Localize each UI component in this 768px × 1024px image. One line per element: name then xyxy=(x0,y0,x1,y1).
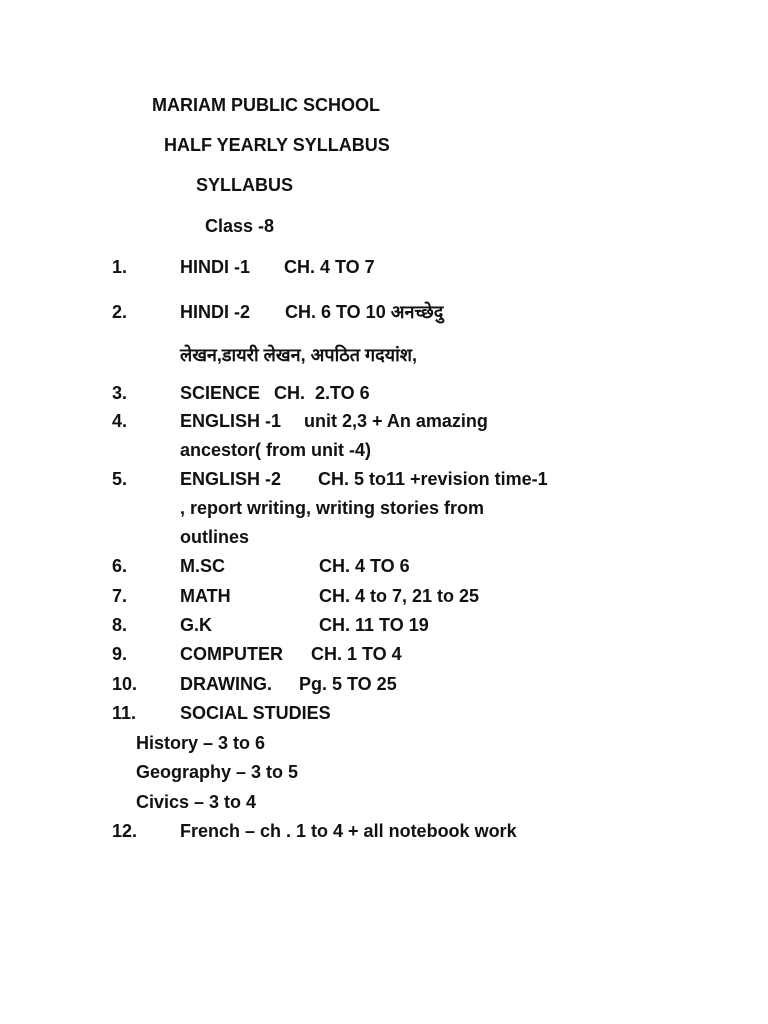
chapter-range: CH. 2.TO 6 xyxy=(274,383,370,403)
chapter-range: CH. 11 TO 19 xyxy=(319,615,429,635)
chapter-range-continued: ancestor( from unit -4) xyxy=(180,440,372,460)
subject-name: HINDI -2 xyxy=(180,302,251,322)
chapter-range: CH. 4 to 7, 21 to 25 xyxy=(319,586,480,606)
class-label: Class -8 xyxy=(205,216,275,236)
history-range: History – 3 to 6 xyxy=(136,733,266,753)
chapter-range-continued: outlines xyxy=(180,527,250,547)
item-number: 10. xyxy=(112,674,138,694)
item-number: 11. xyxy=(112,703,137,723)
item-number: 2. xyxy=(112,302,128,322)
civics-range: Civics – 3 to 4 xyxy=(136,792,257,812)
chapter-range: CH. 4 TO 6 xyxy=(319,556,410,576)
chapter-range: CH. 5 to11 +revision time-1 xyxy=(318,469,548,489)
subject-name: SOCIAL STUDIES xyxy=(180,703,331,723)
subject-name: French – ch . 1 to 4 + all notebook work xyxy=(180,821,517,841)
item-number: 12. xyxy=(112,821,138,841)
page-range: Pg. 5 TO 25 xyxy=(299,674,397,694)
subject-name: SCIENCE xyxy=(180,383,261,403)
subject-name: HINDI -1 xyxy=(180,257,251,277)
subject-name: G.K xyxy=(180,615,213,635)
item-number: 5. xyxy=(112,469,128,489)
exam-title: HALF YEARLY SYLLABUS xyxy=(164,135,390,155)
school-name: MARIAM PUBLIC SCHOOL xyxy=(152,95,380,115)
chapter-range: CH. 6 TO 10 अनच्छेदु xyxy=(285,302,444,322)
chapter-range: CH. 1 TO 4 xyxy=(311,644,402,664)
subject-name: ENGLISH -1 xyxy=(180,411,282,431)
item-number: 9. xyxy=(112,644,128,664)
subject-name: ENGLISH -2 xyxy=(180,469,282,489)
chapter-range: CH. 4 TO 7 xyxy=(284,257,375,277)
item-number: 6. xyxy=(112,556,128,576)
item-number: 4. xyxy=(112,411,128,431)
chapter-range-continued: लेखन,डायरी लेखन, अपठित गदयांश, xyxy=(180,345,417,365)
subject-name: M.SC xyxy=(180,556,225,576)
chapter-range: unit 2,3 + An amazing xyxy=(304,411,488,431)
item-number: 7. xyxy=(112,586,128,606)
chapter-range-continued: , report writing, writing stories from xyxy=(180,498,485,518)
syllabus-heading: SYLLABUS xyxy=(196,175,294,195)
item-number: 8. xyxy=(112,615,128,635)
subject-name: DRAWING. xyxy=(180,674,272,694)
subject-name: MATH xyxy=(180,586,231,606)
geography-range: Geography – 3 to 5 xyxy=(136,762,299,782)
item-number: 3. xyxy=(112,383,128,403)
item-number: 1. xyxy=(112,257,128,277)
subject-name: COMPUTER xyxy=(180,644,283,664)
